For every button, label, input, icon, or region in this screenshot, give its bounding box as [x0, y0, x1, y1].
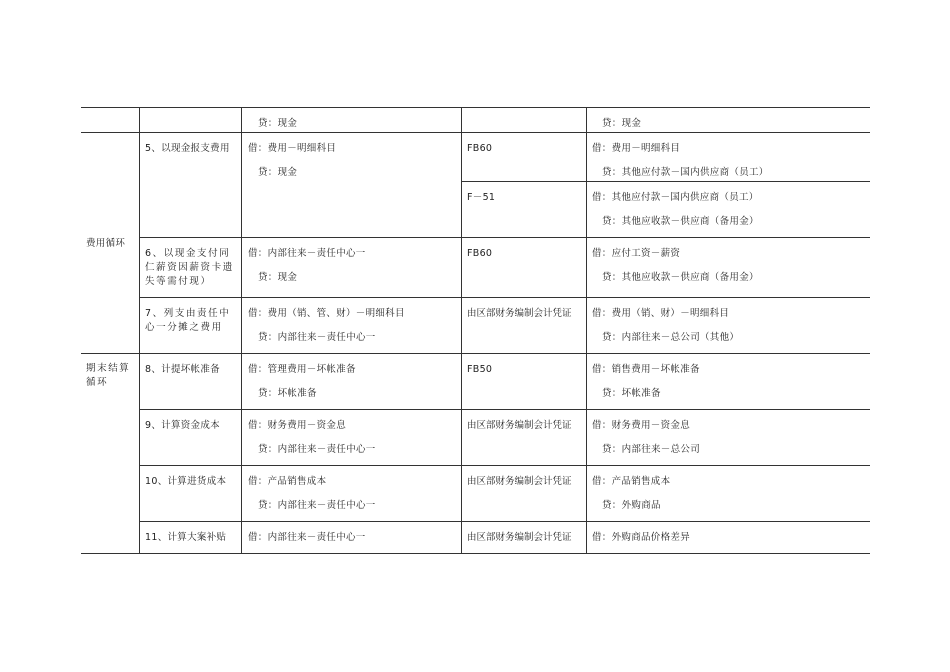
cr-entry: 贷：内部往来－责任中心一	[258, 444, 376, 455]
audit-cr-entry: 贷：坏帐准备	[602, 388, 661, 399]
item-cell: 11、计算大案补贴	[145, 532, 227, 543]
item-cell: 9、计算资金成本	[145, 420, 220, 431]
table-rule	[586, 107, 587, 554]
audit-dr-entry: 借：费用－明细科目	[592, 143, 681, 154]
dr-entry: 借：产品销售成本	[248, 476, 327, 487]
table-rule	[241, 107, 242, 554]
table-rule	[139, 409, 870, 410]
audit-cr-entry: 贷：其他应收款－供应商（备用金）	[602, 272, 759, 283]
audit-cr-entry: 贷：其他应付款－国内供应商（员工）	[602, 167, 769, 178]
dr-entry: 借：费用（销、管、财）－明细科目	[248, 308, 405, 319]
table-rule	[461, 107, 462, 554]
item-cell: 10、计算进货成本	[145, 476, 227, 487]
dr-entry: 借：财务费用－资金息	[248, 420, 347, 431]
code-cell: 由区部财务编制会计凭证	[467, 420, 572, 431]
table-rule	[139, 107, 140, 554]
item-cell: 5、以现金报支费用	[145, 143, 230, 154]
audit-cr-entry: 贷：内部往来－总公司	[602, 444, 701, 455]
item-cell: 7、列支由责任中心一分摊之费用	[145, 308, 231, 333]
audit-dr-entry: 借：财务费用－资金息	[592, 420, 691, 431]
dr-entry: 借：费用－明细科目	[248, 143, 337, 154]
category-cell: 期末结算循环	[86, 363, 131, 388]
item-cell: 8、计提坏帐准备	[145, 364, 220, 375]
table-rule	[461, 181, 870, 182]
audit-dr-entry: 借：销售费用－坏帐准备	[592, 364, 700, 375]
code-cell: FB60	[467, 248, 493, 259]
audit-dr-entry: 借：其他应付款－国内供应商（员工）	[592, 192, 759, 203]
dr-entry: 借：管理费用－坏帐准备	[248, 364, 356, 375]
cr-entry: 贷：现金	[258, 167, 298, 178]
table-rule	[81, 553, 870, 554]
audit-dr-entry: 借：产品销售成本	[592, 476, 671, 487]
code-cell: 由区部财务编制会计凭证	[467, 308, 572, 319]
table-rule	[81, 353, 870, 354]
cr-entry: 贷：坏帐准备	[258, 388, 317, 399]
audit-dr-entry: 借：应付工资－薪资	[592, 248, 681, 259]
audit-cr-entry: 贷：现金	[602, 118, 642, 129]
cr-entry: 贷：内部往来－责任中心一	[258, 332, 376, 343]
code-cell: 由区部财务编制会计凭证	[467, 532, 572, 543]
code-cell: FB60	[467, 143, 493, 154]
cr-entry: 贷：现金	[258, 272, 298, 283]
table-rule	[139, 465, 870, 466]
audit-cr-entry: 贷：外购商品	[602, 500, 661, 511]
table-rule	[81, 132, 870, 133]
code-cell: FB50	[467, 364, 493, 375]
audit-dr-entry: 借：外购商品价格差异	[592, 532, 691, 543]
table-rule	[81, 107, 870, 108]
dr-entry: 借：内部往来－责任中心一	[248, 532, 366, 543]
table-rule	[139, 237, 870, 238]
cr-entry: 贷：现金	[258, 118, 298, 129]
audit-cr-entry: 贷：内部往来－总公司（其他）	[602, 332, 740, 343]
category-cell: 费用循环	[86, 238, 126, 249]
code-cell: F－51	[467, 192, 496, 203]
item-cell: 6、以现金支付同仁薪资因薪资卡遗失等需付现）	[145, 248, 234, 287]
audit-dr-entry: 借：费用（销、财）－明细科目	[592, 308, 730, 319]
dr-entry: 借：内部往来－责任中心一	[248, 248, 366, 259]
cr-entry: 贷：内部往来－责任中心一	[258, 500, 376, 511]
table-rule	[139, 297, 870, 298]
audit-cr-entry: 贷：其他应收款－供应商（备用金）	[602, 216, 759, 227]
code-cell: 由区部财务编制会计凭证	[467, 476, 572, 487]
table-rule	[139, 521, 870, 522]
